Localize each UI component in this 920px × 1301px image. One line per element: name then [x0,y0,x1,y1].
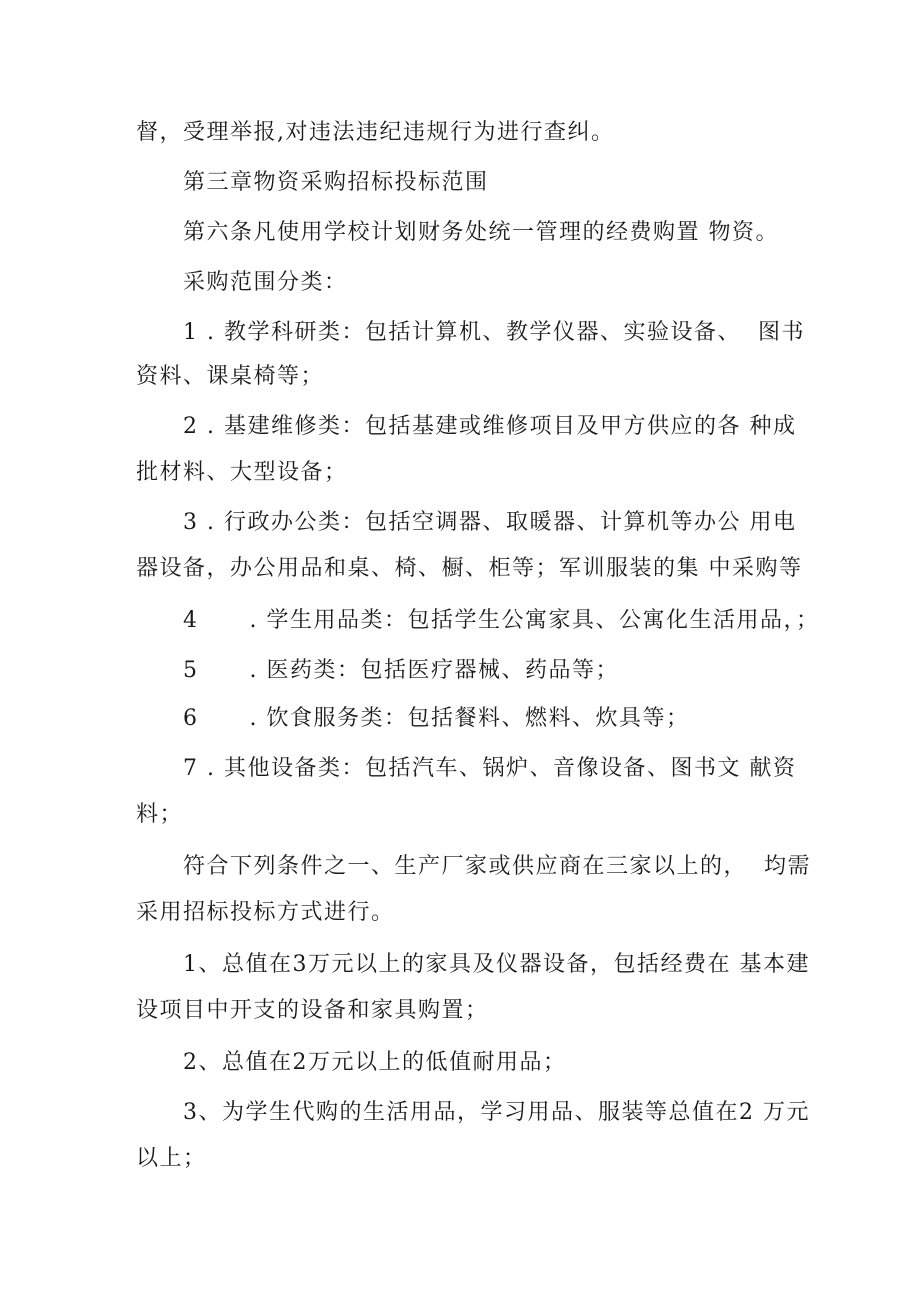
category-heading: 采购范围分类： [183,270,348,295]
condition-item-2: 2、总值在2万元以上的低值耐用品； [183,1050,567,1075]
article-line: 第六条凡使用学校计划财务处统一管理的经费购置 物资。 [183,220,779,245]
condition-item-1-continued: 设项目中开支的设备和家具购置； [136,998,489,1023]
list-item-1-continued: 资料、课桌椅等； [136,364,325,389]
list-item-7-continued: 料； [136,802,184,827]
list-item-3: 3 . 行政办公类：包括空调器、取暖器、计算机等办公 用电 [183,510,797,535]
paragraph-line-1: 督，受理举报,对违法违纪违规行为进行查纠。 [136,120,615,145]
list-item-2-continued: 批材料、大型设备； [136,460,348,485]
condition-item-3: 3、为学生代购的生活用品，学习用品、服装等总值在2 万元 [183,1100,810,1125]
list-item-2: 2 . 基建维修类：包括基建或维修项目及甲方供应的各 种成 [183,414,797,439]
condition-intro: 符合下列条件之一、生产厂家或供应商在三家以上的， 均需 [183,854,811,879]
list-item-4: 4 . 学生用品类：包括学生公寓家具、公寓化生活用品，； [183,608,820,633]
chapter-heading: 第三章物资采购招标投标范围 [183,170,489,195]
list-item-5: 5 . 医药类：包括医疗器械、药品等； [183,658,619,683]
list-item-6: 6 . 饮食服务类：包括餐料、燃料、炊具等； [183,706,690,731]
condition-item-1: 1、总值在3万元以上的家具及仪器设备，包括经费在 基本建 [183,952,810,977]
list-item-1: 1 . 教学科研类：包括计算机、教学仪器、实验设备、 图书 [183,320,805,345]
condition-item-3-continued: 以上； [136,1146,207,1171]
condition-intro-continued: 采用招标投标方式进行。 [136,900,395,925]
list-item-7: 7 . 其他设备类：包括汽车、锅炉、音像设备、图书文 献资 [183,756,797,781]
list-item-3-continued: 器设备，办公用品和桌、椅、橱、柜等；军训服装的集 中采购等 [136,556,803,581]
